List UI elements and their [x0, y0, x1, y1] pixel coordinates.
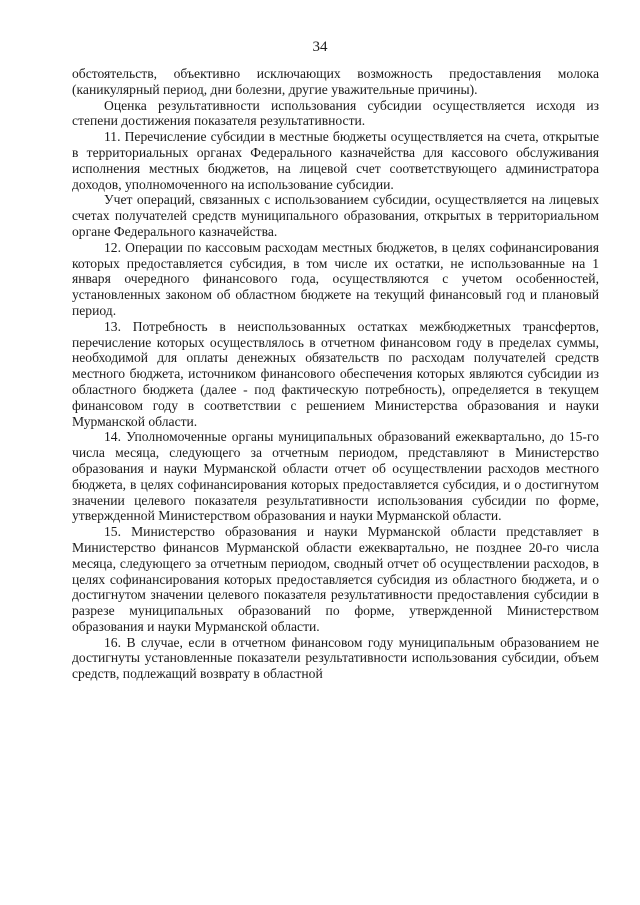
page-number: 34 [312, 39, 328, 55]
paragraph-evaluation: Оценка результативности использования субсидии осуществляется исходя из степени достижения показателя результативности. [72, 97, 599, 129]
paragraph-16: 16. В случае, если в отчетном финансовом году муниципальным образованием не достигнуты установленные показатели результативности использования субсидии, объем средств, подлежащий возврату в областной [72, 634, 599, 682]
document-body [72, 66, 599, 682]
paragraph-15: 15. Министерство образования и науки Мурманской области представляет в Министерство финансов Мурманской области ежеквартально, не позднее 20-го числа месяца, следующего за отчетным периодом, сводный отчет об осуществлении расходов, в целях софинансирования которых предоставляется субсидия из областного бюджета, и о достигнутом значении целевого показателя результативности предоставления субсидии в разрезе муниципальных образований по форме, утвержденной Министерством образования и науки Мурманской области. [72, 524, 599, 634]
paragraph-11: 11. Перечисление субсидии в местные бюджеты осуществляется на счета, открытые в территориальных органах Федерального казначейства для кассового обслуживания исполнения местных бюджетов, на лицевой счет соответствующего администратора доходов, уполномоченного на использование субсидии. [72, 129, 599, 192]
paragraph-continuation: обстоятельств, объективно исключающих возможность предоставления молока (каникулярный период, дни болезни, другие уважительные причины). [72, 66, 599, 97]
paragraph-13: 13. Потребность в неиспользованных остатках межбюджетных трансфертов, перечисление которых осуществлялось в отчетном финансовом году в пределах суммы, необходимой для оплаты денежных обязательств по расходам получателей средств местного бюджета, источником финансового обеспечения которых являются субсидии из областного бюджета (далее - под фактическую потребность), определяется в текущем финансовом году в соответствии с решением Министерства образования и науки Мурманской области. [72, 318, 599, 429]
paragraph-14: 14. Уполномоченные органы муниципальных образований ежеквартально, до 15-го числа месяца, следующего за отчетным периодом, представляют в Министерство образования и науки Мурманской области отчет об осуществлении расходов местного бюджета, в целях софинансирования которых предоставляется субсидия, и о достигнутом значении целевого показателя результативности использования субсидии по форме, утвержденной Министерством образования и науки Мурманской области. [72, 429, 599, 524]
paragraph-accounting: Учет операций, связанных с использованием субсидии, осуществляется на лицевых счетах получателей средств муниципального образования, открытых в территориальном органе Федерального казначейства. [72, 192, 599, 239]
paragraph-12: 12. Операции по кассовым расходам местных бюджетов, в целях софинансирования которых предоставляется субсидия, в том числе их остатки, не использованные на 1 января очередного финансового года, осуществляются с учетом особенностей, установленных законом об областном бюджете на текущий финансовый год и плановый период. [72, 239, 599, 318]
